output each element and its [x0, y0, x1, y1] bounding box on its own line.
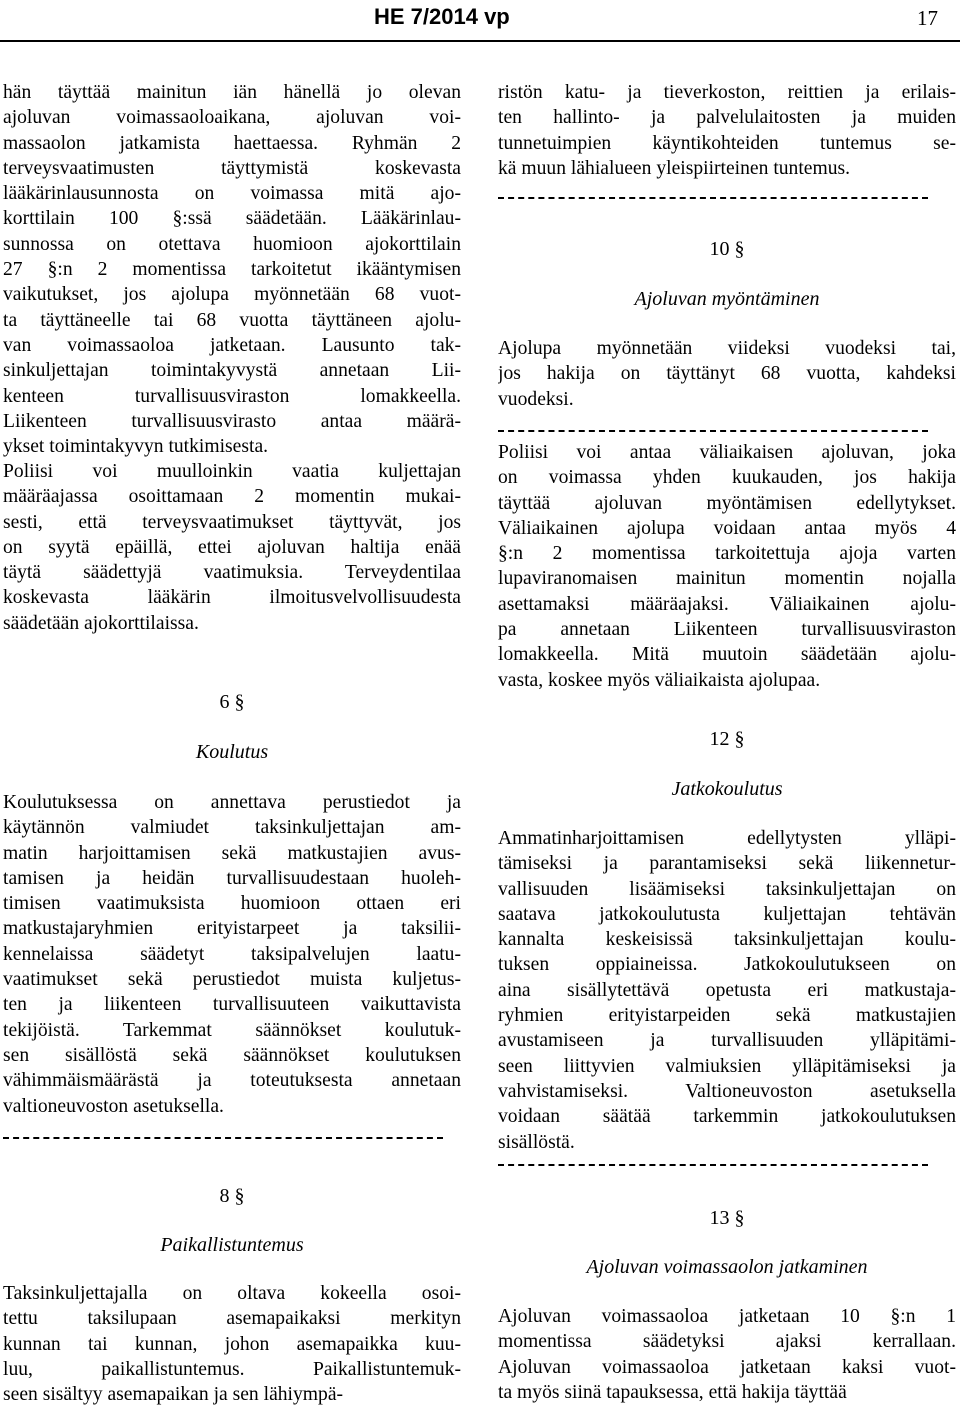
- page-header: [0, 0, 960, 44]
- section-title-paikallistuntemus: Paikallistuntemus: [160, 1234, 304, 1256]
- text-line: lomakkeella. Mitä muutoin säädetään ajolu-: [498, 644, 956, 666]
- text-line: tamisen ja heidän turvallisuudestaan huoleh-: [3, 867, 461, 889]
- section-number-10: 10 §: [709, 238, 745, 260]
- text-line: Taksinkuljettajalla on oltava kokeella osoi-: [3, 1283, 461, 1304]
- section-title-jatkokoulutus: Jatkokoulutus: [671, 778, 783, 800]
- text-line: tunnetuimpien käyntikohteiden tuntemus se-: [498, 132, 956, 154]
- text-line: vähimmäismäärästä ja toteutuksesta annetaan: [3, 1070, 461, 1092]
- text-line: voidaan säätää tarkemmin jatkokoulutuksen: [498, 1106, 956, 1128]
- text-line: terveysvaatimusten täyttymistä koskevasta: [3, 157, 461, 179]
- section-title-ajoluvan-myontaminen: Ajoluvan myöntäminen: [634, 288, 820, 310]
- section-number-13: 13 §: [709, 1207, 745, 1229]
- text-line: ten hallinto- ja palvelulaitosten ja muiden: [498, 107, 956, 129]
- text-line: Ajoluvan voimassaoloa jatketaan 10 §:n 1: [498, 1306, 956, 1327]
- text-line: 27 §:n 2 momentissa tarkoitetut ikääntymisen: [3, 259, 461, 281]
- text-line: säädetään ajokorttilaissa.: [3, 612, 199, 634]
- text-line: vaikutukset, jos ajolupa myönnetään 68 vuot-: [3, 284, 461, 306]
- section-number-8: 8 §: [219, 1185, 245, 1207]
- text-line: aina sisällytettävä opetusta eri matkustaja-: [498, 979, 956, 1001]
- text-line: seen liittyvien valmiuksien ylläpitämiseksi ja: [498, 1055, 956, 1077]
- paragraph: [498, 440, 956, 693]
- text-line: käytännön valmiudet taksinkuljettajan am-: [3, 817, 461, 839]
- text-line: kenteen turvallisuusviraston lomakkeella.: [3, 385, 461, 407]
- text-line: sinkuljettajan toimintakyvystä annetaan Lii-: [3, 360, 461, 382]
- paragraph: [498, 80, 956, 181]
- text-line: tekijöistä. Tarkemmat säännökset koulutuk-: [3, 1019, 461, 1041]
- text-line: jos hakija on täyttänyt 68 vuotta, kahdeksi: [498, 363, 956, 385]
- text-line: Ajolupa myönnetään viideksi vuodeksi tai,: [498, 338, 956, 359]
- section-number-6: 6 §: [219, 691, 245, 713]
- text-line: ristön katu- ja tieverkoston, reittien ja erilais-: [498, 82, 956, 103]
- text-line: sesti, että terveysvaatimukset täyttyvät, jos: [3, 511, 461, 533]
- text-line: vuodeksi.: [498, 388, 574, 410]
- page-number: 17: [917, 6, 938, 30]
- text-line: vallisuuden lisäämiseksi taksinkuljettajan on: [498, 878, 956, 900]
- text-line: tettu taksilupaan asemapaikaksi merkityn: [3, 1308, 461, 1330]
- paragraph: [498, 1304, 956, 1405]
- text-line: korttilain 100 §:ssä säädetään. Lääkärinlau-: [3, 208, 461, 230]
- text-line: Väliaikainen ajolupa voidaan antaa myös 4: [498, 517, 956, 539]
- text-line: massaolon jatkamista haettaessa. Ryhmän 2: [3, 132, 461, 154]
- text-line: luu, paikallistuntemus. Paikallistuntemuk-: [3, 1358, 461, 1380]
- text-line: sisällöstä.: [498, 1131, 575, 1153]
- text-line: kannalta keskeisissä taksinkuljettajan koulu-: [498, 929, 956, 951]
- text-line: ta täyttäneelle tai 68 vuotta täyttäneen ajolu-: [3, 309, 461, 331]
- text-line: tämiseksi ja parantamiseksi sekä liikennetur-: [498, 853, 956, 875]
- paragraph: [3, 790, 461, 1119]
- text-line: täytä säädettyjä vaatimuksia. Terveydentilaa: [3, 562, 461, 584]
- text-line: täyttää ajoluvan myöntämisen edellytykset.: [498, 492, 956, 514]
- text-line: vahvistamiseksi. Valtioneuvoston asetuksella: [498, 1080, 956, 1102]
- text-line: asettamaksi määräajaksi. Väliaikainen ajolu-: [498, 593, 956, 615]
- text-line: koskevasta lääkärin ilmoitusvelvollisuudesta: [3, 587, 461, 609]
- text-line: matkustajaryhmien erityistarpeet ja taksilii-: [3, 918, 461, 940]
- omission-dash-line: [498, 1164, 928, 1166]
- text-line: sen sisällöstä sekä säännökset koulutuksen: [3, 1044, 461, 1066]
- text-line: Ammatinharjoittamisen edellytysten ylläpi-: [498, 828, 956, 849]
- paragraph: [3, 459, 461, 636]
- text-line: ajoluvan voimassaoloaikana, ajoluvan voi-: [3, 107, 461, 129]
- paragraph: [498, 826, 956, 1155]
- text-line: saatava jatkokoulutusta kuljettajan tehtävän: [498, 903, 956, 925]
- text-line: vaatimukset sekä perustiedot muista kuljetus-: [3, 969, 461, 991]
- section-title-koulutus: Koulutus: [195, 741, 269, 763]
- paragraph: [498, 336, 956, 412]
- text-line: hän täyttää mainitun iän hänellä jo olevan: [3, 82, 461, 103]
- text-line: Ajoluvan voimassaoloa jatketaan kaksi vuot-: [498, 1356, 956, 1378]
- text-line: matin harjoittamisen sekä matkustajien avus-: [3, 842, 461, 864]
- text-line: on syytä epäillä, ettei ajoluvan haltija enää: [3, 536, 461, 558]
- text-line: on voimassa yhden kuukauden, jos hakija: [498, 467, 956, 489]
- text-line: ta myös siinä tapauksessa, että hakija täyttää: [498, 1381, 847, 1403]
- section-number-12: 12 §: [709, 728, 745, 750]
- text-line: kunnan tai kunnan, johon asemapaikka kuu-: [3, 1333, 461, 1355]
- header-rule: [0, 40, 960, 42]
- text-line: lupaviranomaisen mainitun momentin nojalla: [498, 568, 956, 590]
- text-line: määräajassa osoittamaan 2 momentin mukai-: [3, 486, 461, 508]
- text-line: pa annetaan Liikenteen turvallisuusviraston: [498, 619, 956, 641]
- text-line: §:n 2 momentissa tarkoitettuja ajoja varten: [498, 543, 956, 565]
- section-title-ajoluvan-voimassaolon-jatkaminen: Ajoluvan voimassaolon jatkaminen: [586, 1256, 868, 1278]
- text-line: kennelaissa säädetyt taksipalvelujen laatu-: [3, 943, 461, 965]
- text-line: valtioneuvoston asetuksella.: [3, 1095, 224, 1117]
- document-id: HE 7/2014 vp: [374, 4, 510, 29]
- text-line: Liikenteen turvallisuusvirasto antaa määrä-: [3, 410, 461, 432]
- text-line: ykset toimintakyvyn tutkimisesta.: [3, 436, 269, 458]
- text-line: kä muun lähialueen yleispiirteinen tuntemus.: [498, 157, 851, 179]
- text-line: Poliisi voi muulloinkin vaatia kuljettajan: [3, 461, 461, 482]
- text-line: avustamiseen ja turvallisuuden ylläpitämi-: [498, 1030, 956, 1052]
- text-line: ten ja liikenteen turvallisuuteen vaikuttavista: [3, 994, 461, 1016]
- text-line: van voimassaoloa jatketaan. Lausunto tak-: [3, 334, 461, 356]
- text-line: sunnossa on otettava huomioon ajokorttilain: [3, 233, 461, 255]
- paragraph: [3, 1281, 461, 1407]
- text-line: Koulutuksessa on annettava perustiedot ja: [3, 792, 461, 813]
- text-line: timisen vaatimuksista huomioon ottaen eri: [3, 893, 461, 915]
- text-line: vasta, koskee myös väliaikaista ajolupaa.: [498, 669, 821, 691]
- text-line: Poliisi voi antaa väliaikaisen ajoluvan, joka: [498, 442, 956, 463]
- paragraph: [3, 80, 461, 459]
- omission-dash-line: [3, 1137, 443, 1139]
- text-line: lääkärinlausunnosta on voimassa mitä ajo-: [3, 183, 461, 205]
- text-line: seen sisältyy asemapaikan ja sen lähiympä-: [3, 1384, 344, 1406]
- text-line: momentissa säädetyksi ajaksi kerrallaan.: [498, 1331, 956, 1353]
- omission-dash-line: [498, 430, 928, 432]
- omission-dash-line: [498, 197, 928, 199]
- text-line: ryhmien erityistarpeiden sekä matkustajien: [498, 1005, 956, 1027]
- text-line: tuksen oppiaineissa. Jatkokoulutukseen on: [498, 954, 956, 976]
